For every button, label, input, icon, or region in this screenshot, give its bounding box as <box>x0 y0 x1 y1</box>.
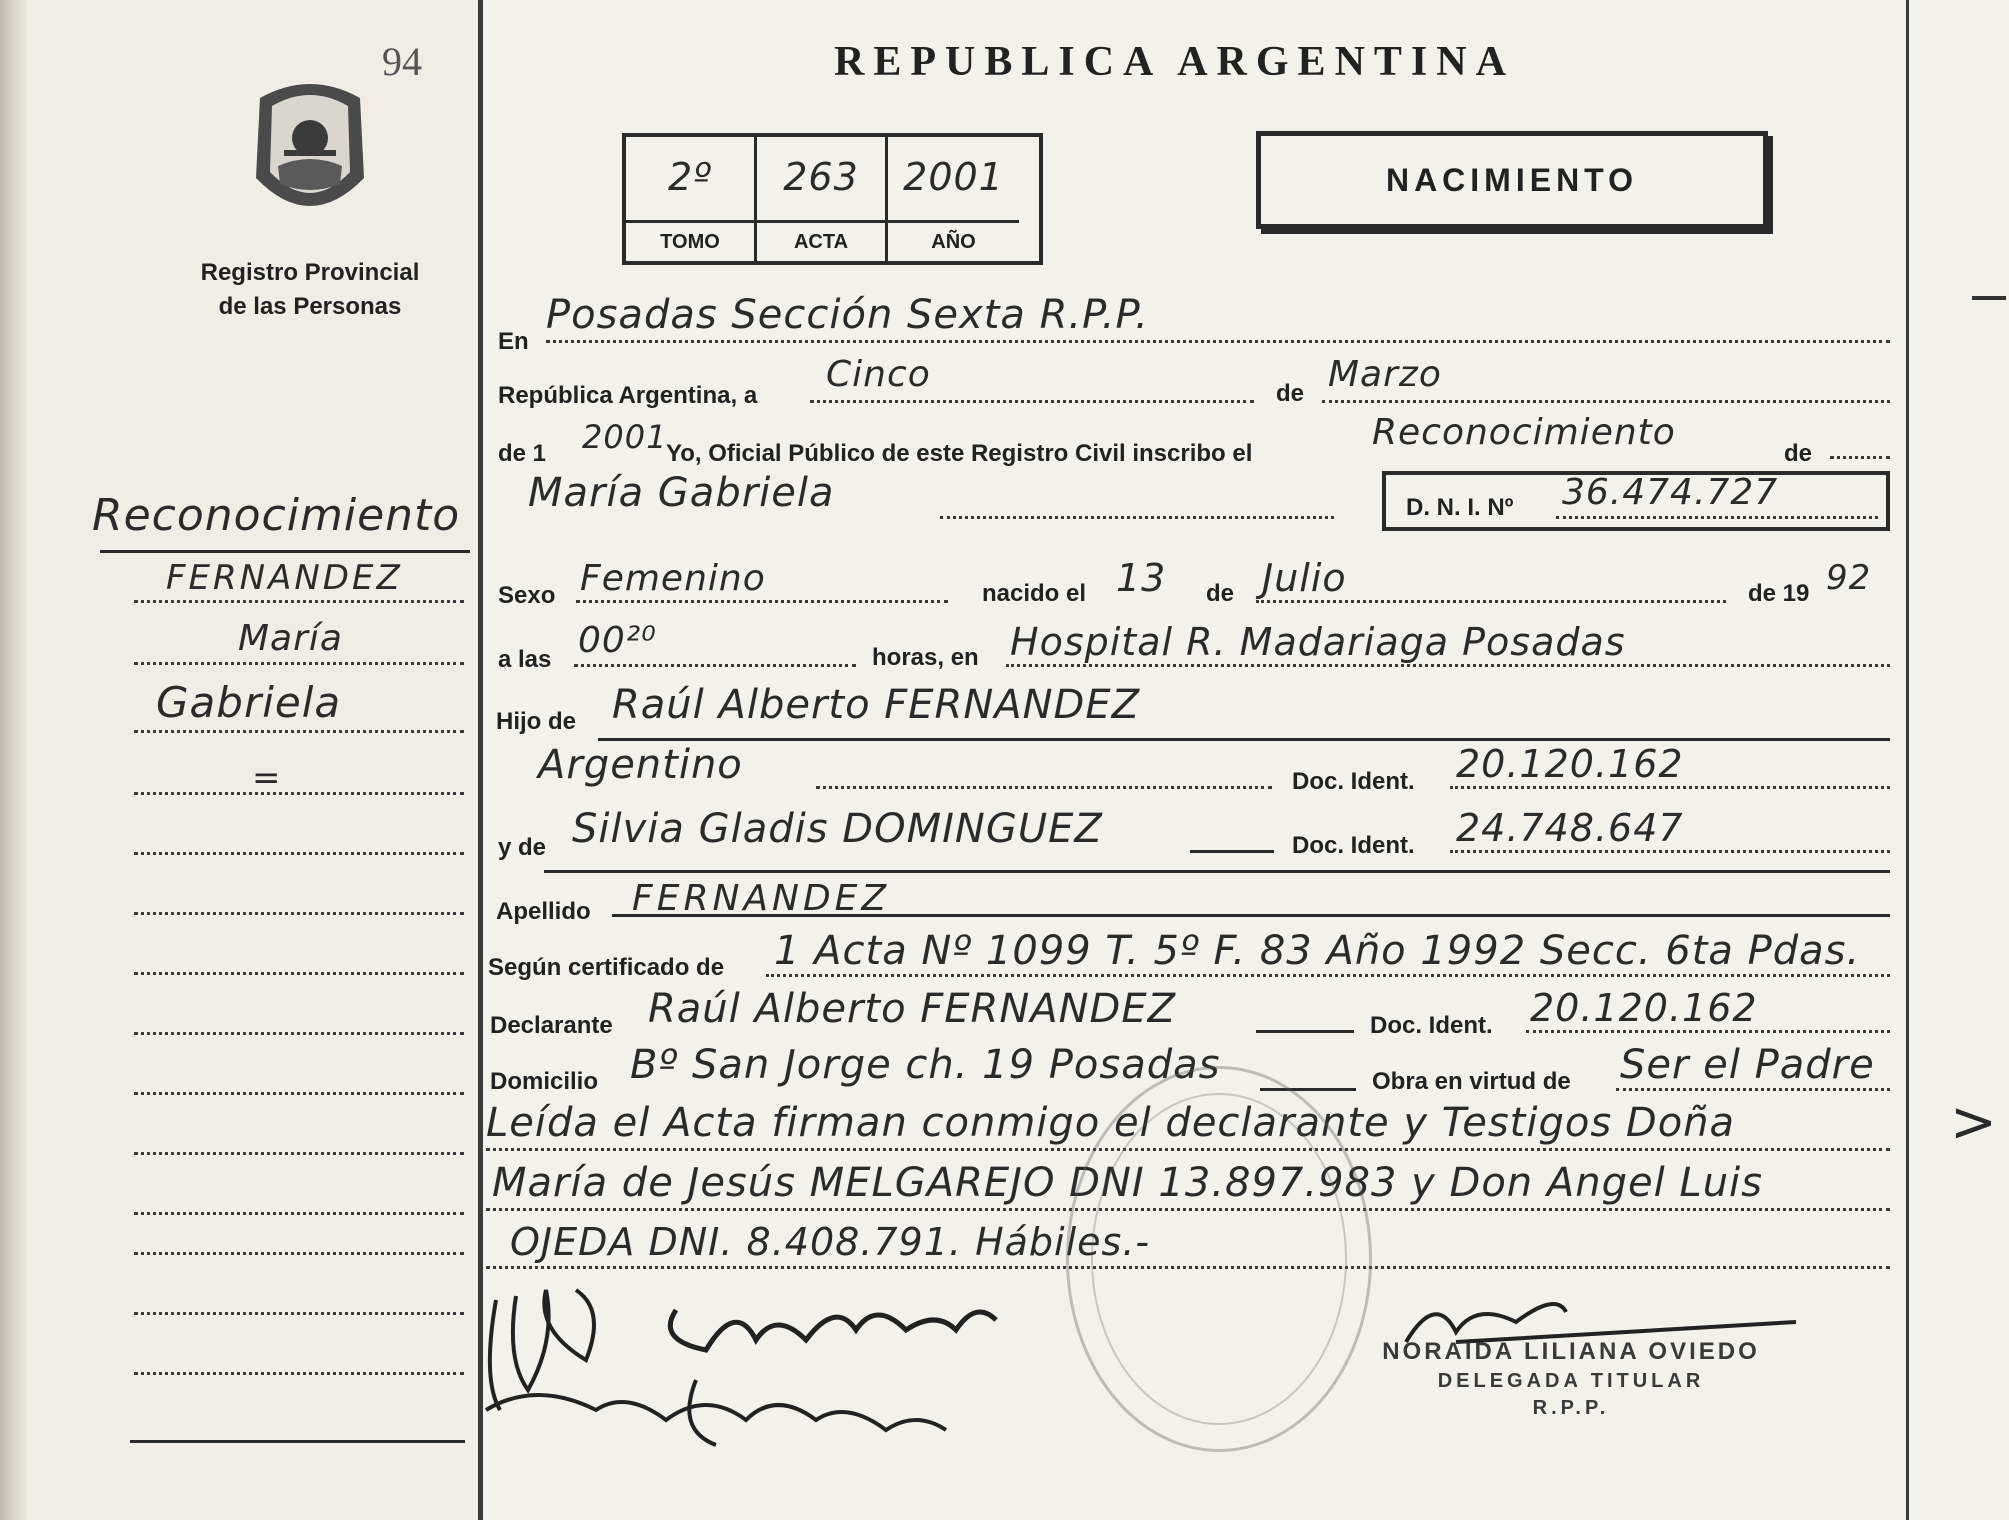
parents-rule <box>544 870 1890 873</box>
apellido-label: Apellido <box>496 898 591 925</box>
margin-surname: FERNANDEZ <box>166 558 403 598</box>
margin-line <box>134 600 464 603</box>
birth-month-value: Julio <box>1262 556 1347 600</box>
dni-value: 36.474.727 <box>1562 472 1779 513</box>
domicilio-label: Domicilio <box>490 1068 599 1095</box>
mother-doc-value: 24.748.647 <box>1456 806 1684 850</box>
margin-name-2: Gabriela <box>156 678 342 727</box>
apellido-line <box>612 914 1890 917</box>
dni-label: D. N. I. Nº <box>1406 494 1514 521</box>
domicilio-value: Bº San Jorge ch. 19 Posadas <box>630 1042 1221 1088</box>
margin-line <box>134 1312 464 1315</box>
official-title: DELEGADA TITULAR <box>1437 1370 1705 1392</box>
provincial-emblem-icon <box>240 74 380 234</box>
declarante-line <box>1256 1030 1354 1033</box>
margin-note: Reconocimiento <box>92 490 461 541</box>
margin-equals: = <box>252 758 282 798</box>
declarante-doc-label: Doc. Ident. <box>1370 1012 1493 1039</box>
margin-line <box>134 1152 464 1155</box>
margin-line <box>134 792 464 795</box>
page-number: 94 <box>382 39 422 84</box>
yo-text: Yo, Oficial Público de este Registro Civil inscribo el <box>666 440 1253 467</box>
margin-line <box>134 730 464 733</box>
dni-line <box>1556 516 1878 519</box>
republica-label: República Argentina, a <box>498 382 758 409</box>
tomo-cell <box>626 137 757 261</box>
month-value: Marzo <box>1328 354 1442 395</box>
margin-line <box>134 662 464 665</box>
margin-line <box>134 1032 464 1035</box>
de-label-3: de <box>1206 580 1235 607</box>
nacido-label: nacido el <box>982 580 1087 607</box>
registry-name <box>180 256 440 324</box>
alas-label: a las <box>498 646 552 673</box>
father-nationality-value: Argentino <box>538 742 743 788</box>
hour-line <box>574 664 856 667</box>
declarante-label: Declarante <box>490 1012 613 1039</box>
registry-line-1: Registro Provincial <box>200 259 420 286</box>
chevron-right-icon: > <box>1950 1090 1997 1155</box>
margin-line <box>134 1252 464 1255</box>
certificado-value: 1 Acta Nº 1099 T. 5º F. 83 Año 1992 Secc. 6ta Pdas. <box>774 928 1861 974</box>
birth-place-line <box>1006 664 1890 667</box>
margin-line <box>134 972 464 975</box>
obra-label: Obra en virtud de <box>1372 1068 1571 1095</box>
certificado-line <box>766 974 1890 977</box>
day-line <box>810 400 1254 403</box>
ano-value: 2001 <box>903 155 1004 199</box>
child-name-line <box>940 516 1334 519</box>
tomo-label: TOMO <box>626 220 754 261</box>
book-binding-edge <box>0 0 26 1520</box>
acta-label: ACTA <box>757 220 885 261</box>
father-doc-label: Doc. Ident. <box>1292 768 1415 795</box>
margin-line <box>134 1212 464 1215</box>
horas-label: horas, en <box>872 644 979 671</box>
birth-place-value: Hospital R. Madariaga Posadas <box>1010 620 1626 664</box>
declarante-doc-value: 20.120.162 <box>1530 986 1758 1030</box>
official-name: NORAIDA LILIANA OVIEDO <box>1382 1338 1760 1365</box>
place-line <box>546 340 1890 343</box>
place-value: Posadas Sección Sexta R.P.P. <box>546 292 1149 338</box>
father-nationality-line <box>816 786 1272 789</box>
birth-year-suffix: 92 <box>1826 558 1872 598</box>
acta-cell <box>757 137 888 261</box>
reference-box <box>622 133 1043 265</box>
registry-line-2: de las Personas <box>218 293 402 320</box>
margin-line <box>134 852 464 855</box>
act-kind-line <box>1830 456 1890 459</box>
child-name-value: María Gabriela <box>528 470 835 516</box>
birth-day-value: 13 <box>1116 556 1167 600</box>
acta-value: 263 <box>783 155 859 199</box>
right-margin-rule <box>1906 0 1909 1520</box>
margin-line <box>134 912 464 915</box>
hijo-label: Hijo de <box>496 708 577 735</box>
yde-label: y de <box>498 834 547 861</box>
certificado-label: Según certificado de <box>488 954 725 981</box>
record-type-box: NACIMIENTO <box>1256 131 1768 229</box>
de-label: de <box>1276 380 1305 407</box>
sexo-label: Sexo <box>498 582 556 609</box>
month-line <box>1322 400 1890 403</box>
margin-bottom-rule <box>130 1440 465 1443</box>
witness-signatures <box>476 1270 1076 1450</box>
de19-label: de 19 <box>1748 580 1810 607</box>
year-written: 2001 <box>582 418 668 456</box>
declarante-value: Raúl Alberto FERNANDEZ <box>648 986 1177 1032</box>
obra-value: Ser el Padre <box>1620 1042 1875 1088</box>
act-kind-value: Reconocimiento <box>1372 412 1676 453</box>
official-office: R.P.P. <box>1532 1397 1610 1419</box>
de19-prefix: de 1 <box>498 440 547 467</box>
official-seal-stamp <box>1066 1066 1372 1452</box>
en-label: En <box>498 328 529 355</box>
sexo-value: Femenino <box>580 558 766 599</box>
declarante-doc-line <box>1526 1030 1890 1033</box>
father-name-line <box>598 738 1890 741</box>
father-doc-value: 20.120.162 <box>1456 742 1684 786</box>
hour-value: 00²⁰ <box>578 620 657 661</box>
birth-month-line <box>1256 600 1726 603</box>
header-title: REPUBLICA ARGENTINA <box>834 39 1515 85</box>
father-name-value: Raúl Alberto FERNANDEZ <box>612 682 1141 728</box>
mother-name-line <box>1190 850 1274 853</box>
notes-line-1: Leída el Acta firman conmigo el declarante y Testigos Doña <box>486 1100 1736 1146</box>
mother-doc-label: Doc. Ident. <box>1292 832 1415 859</box>
ano-cell <box>888 137 1019 261</box>
notes-line-2: María de Jesús MELGAREJO DNI 13.897.983 y Don Angel Luis <box>492 1160 1763 1206</box>
apellido-value: FERNANDEZ <box>632 878 891 919</box>
father-doc-line <box>1450 786 1890 789</box>
de-label-2: de <box>1784 440 1813 467</box>
margin-name-1: María <box>238 618 343 659</box>
official-block <box>1366 1338 1776 1420</box>
edge-tick-mark <box>1972 296 2006 300</box>
obra-line <box>1616 1088 1890 1091</box>
mother-doc-line <box>1450 850 1890 853</box>
margin-note-underline <box>100 550 470 553</box>
sexo-line <box>576 600 948 603</box>
mother-name-value: Silvia Gladis DOMINGUEZ <box>572 806 1103 852</box>
ano-label: AÑO <box>888 220 1019 261</box>
tomo-value: 2º <box>667 155 713 199</box>
margin-line <box>134 1372 464 1375</box>
notes-line-3: OJEDA DNI. 8.408.791. Hábiles.- <box>510 1220 1151 1264</box>
margin-line <box>134 1092 464 1095</box>
day-words-value: Cinco <box>826 354 931 395</box>
